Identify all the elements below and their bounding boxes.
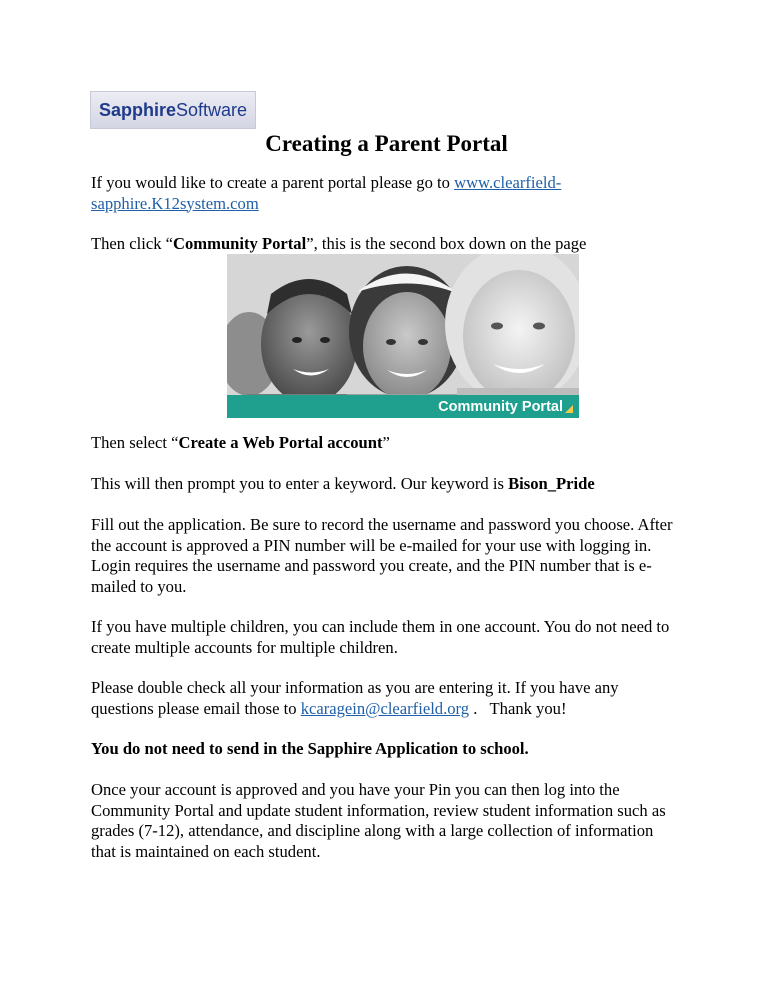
logo-text-software: Software <box>175 99 248 120</box>
keyword-bold: Bison_Pride <box>508 474 595 493</box>
paragraph-once-approved: Once your account is approved and you have your Pin you can then log into the Community Portal and update student information, review student information such as grades (7-12), attendance, and discipline along with a large collection of information that is maintained on each student. <box>91 780 666 861</box>
paragraph-application: Fill out the application. Be sure to record the username and password you choose. After the account is approved a PIN number will be e-mailed for your use with logging in. Login requires the username and password you create, and the PIN number that is e-mailed to you. <box>91 515 673 596</box>
page-title: Creating a Parent Portal <box>265 131 508 156</box>
paragraph-keyword <box>91 474 691 495</box>
click-text-end: ”, this is the second box down on the page <box>306 234 587 253</box>
portal-url-link[interactable]: www.clearfield-sapphire.K12system.com <box>91 173 562 213</box>
keyword-text: This will then prompt you to enter a keyword. Our keyword is <box>91 474 509 493</box>
contact-email-link[interactable]: kcaragein@clearfield.org <box>300 698 470 718</box>
paragraph-double-check <box>91 678 671 719</box>
sapphire-software-logo <box>90 91 256 129</box>
corner-arrow-icon <box>565 405 573 413</box>
intro-text: If you would like to create a parent portal please go to <box>91 173 455 192</box>
children-photo <box>227 254 579 418</box>
paragraph-intro <box>91 173 691 214</box>
thank-you-text: . Thank you! <box>469 698 567 718</box>
community-portal-label: Community Portal <box>438 398 563 415</box>
paragraph-select-account <box>91 433 691 454</box>
logo-text-sapphire: Sapphire <box>98 99 176 120</box>
paragraph-multiple-children: If you have multiple children, you can include them in one account. You do not need to create multiple accounts for multiple children. <box>91 617 670 657</box>
paragraph-no-application-notice: You do not need to send in the Sapphire Application to school. <box>91 739 529 758</box>
community-portal-banner[interactable] <box>227 254 579 418</box>
double-check-text: Please double check all your information as you are entering it. If you have any questions please email those to <box>91 678 619 718</box>
community-portal-bold: Community Portal <box>173 234 307 253</box>
paragraph-click-community <box>91 234 691 255</box>
create-account-bold: Create a Web Portal account <box>178 433 383 452</box>
click-text-start: Then click “ <box>91 234 174 253</box>
community-portal-bar[interactable] <box>227 395 579 418</box>
select-text-end: ” <box>382 433 390 452</box>
select-text-start: Then select “ <box>91 433 179 452</box>
